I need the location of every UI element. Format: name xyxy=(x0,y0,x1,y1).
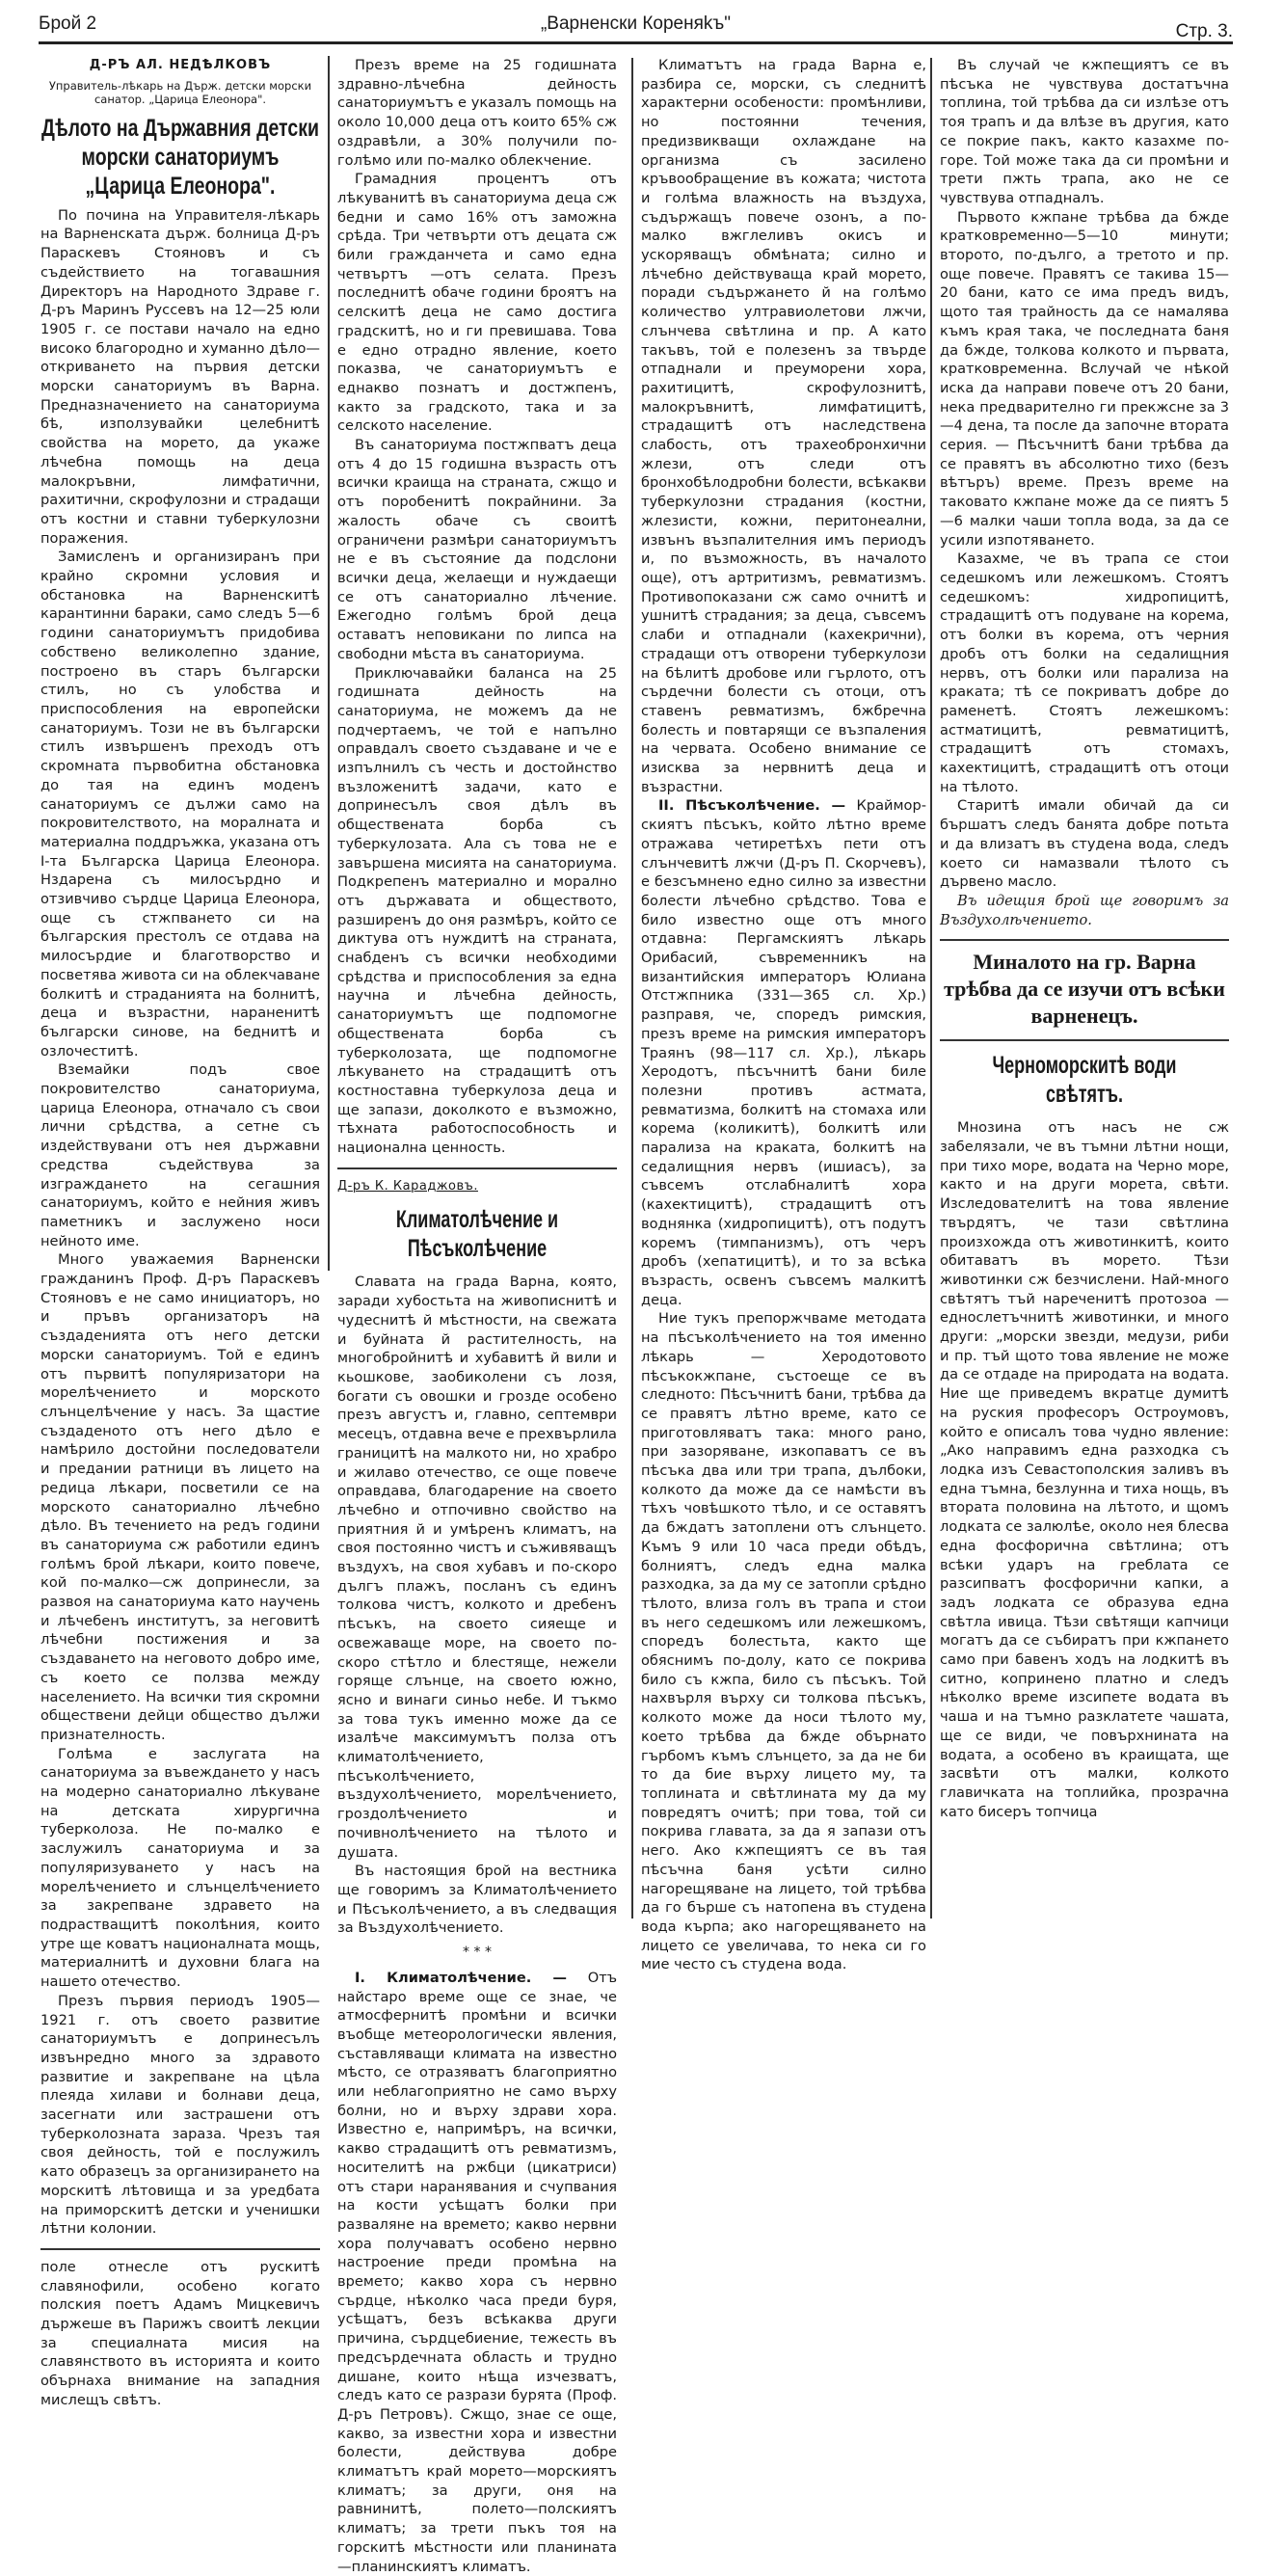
article2-note: Въ настоящия брой на вестника ще говоримъ за Климатолѣчението и Пѣсъколѣчението, а въ следващия за Въздухолѣчението. xyxy=(337,1863,617,1937)
article1-paragraph: Грамадния процентъ отъ лѣкуванитѣ въ санаториума деца сж бедни и само 16% отъ заможна срѣда. Три четвърти отъ децата сж били гражданчета и само една четвъртъ —отъ селата. Презъ последнитѣ обаче години броятъ на селскитѣ деца не само достига градскитѣ, но и ги превишава. Това е едно отрадно явление, което показва, че санаториумътъ е еднакво познатъ и достжпенъ, както за градското, така и за селското население. xyxy=(337,171,617,435)
article2-paragraph: Старитѣ имали обичай да си бършатъ следъ банята добре потьта и да влизатъ въ студена вода, следъ което си намазвали тѣлото съ дървено масло. xyxy=(940,797,1229,891)
masthead-rule xyxy=(39,41,1233,44)
issue-number: Брой 2 xyxy=(39,13,97,34)
article3-headline: Миналото на гр. Варна трѣбва да се изучи отъ всѣки варненецъ. xyxy=(944,950,1225,1029)
column-1 xyxy=(40,56,320,2410)
section2-title: II. Пѣсъколѣчение. — xyxy=(658,797,846,815)
masthead xyxy=(39,8,1233,44)
article1-headline: Дѣлото на Държавния детски морски санаториумъ „Царица Елеонора". xyxy=(41,114,319,200)
section-stars: * * * xyxy=(463,1945,492,1961)
section1-title: I. Климатолѣчение. — xyxy=(355,1969,568,1986)
section2-text: Крайморскиятъ пѣсъкъ, който лѣтно време отражава четиретѣхъ пети отъ слънчевитѣ лжчи (Д-ръ П. Скорчевъ), е безсъмнено едно силно за известни болести лѣчебно срѣдство. Това е било известно още отъ много отдавна: Пергамскиятъ лѣкарь Орибасий, съвременникъ на византийския императоръ Юлиана Отстжпника (331—365 сл. Хр.) разправя, че, споредъ римския, презъ време на римския императоръ Траянъ (98—117 сл. Хр.), лѣкарь Херодотъ, пѣсъчнитѣ бани биле полезни противъ астмата, ревматизма, болкитѣ на стомаха или корема (коликитѣ), болкитѣ или парализа на краката, болкитѣ на седалищния нервъ (ишиасъ), за съвсемъ отслабналитѣ хора (кахектицитѣ), страдащитѣ отъ воднянка (хидропицитѣ), отъ подутъ коремъ (тимпанизмъ), отъ черъ дробъ (хепатицитѣ), и то за всѣка възрасть, освенъ съвсемъ малкитѣ деца. xyxy=(641,797,926,1308)
page-number: Стр. 3. xyxy=(1175,21,1233,41)
section-rule xyxy=(940,1039,1229,1041)
newspaper-name: „Варненски Кореняkъ" xyxy=(540,13,732,34)
article2-section1 xyxy=(337,1969,617,2576)
article4-headline: Черноморскитѣ води свѣтятъ. xyxy=(992,1052,1177,1109)
section-rule xyxy=(337,1167,617,1169)
article2-paragraph: Ние тукъ препоржчваме методата на пѣсъколѣчението на тоя именно лѣкарь — Херодотовото пѣсъкокжпане, състоеще се въ следното: Пѣсъчнитѣ бани, трѣбва да се правятъ лѣтно време, като се приготовляватъ така: много рано, при зазоряване, изкопаватъ се въ пѣсъка два или три трапа, дълбоки, колкото да може да се намѣсти въ тѣхъ човѣшкото тѣло, и се оставятъ да бждатъ затоплени отъ слънцето. Къмъ 9 или 10 часа преди обѣдъ, болниятъ, следъ една малка разходка, за да му се затопли срѣдно тѣлото, влиза голъ въ трапа и стои въ него седешкомъ или лежешкомъ, споредъ болестьта, както ще обяснимъ по-долу, като се покрива било съ кжпа, било съ пѣсъкъ. Той нахвърля върху си толкова пѣсъкъ, колкото може да носи тѣлото му, което трѣбва да бжде обърнато гърбомъ къмъ слънцето, за да не би то да бие върху лицето му, та топлината и свѣтлината му да му повредятъ очитѣ; при това, той си покрива главата, за да я запази отъ него. Ако кжпещиятъ се въ тая пѣсъчна баня усѣти силно нагорещяване на лицето, той трѣбва да го бърше съ натопена въ студена вода кърпа; ако нагорещяването на лицето се увеличава, то нека си го мие често съ студена вода. xyxy=(641,1310,926,1973)
article1-paragraph: Замисленъ и организиранъ при крайно скромни условия и обстановка на Варненскитѣ карантинни бараки, само следъ 5—6 години санаториумътъ придобива собствено великолепно здание, построено въ старъ български стилъ, но съ улобства и приспособления на европейски санаториумъ. Този не въ български стилъ извършенъ преходъ отъ скромната първобитна обстановка до тая на единъ моденъ санаториумъ се дължи само на покровителството, на моралната и материална поддръжка, указана отъ I-та Българска Царица Елеонора. Нздарена съ милосърдно и отзивчиво сърдце Царица Елеонора, още съ стжпването си на българския престолъ се отдава на милосърдие и благотворство и посветява живота си на облекчаване болкитѣ и страданията на болнитѣ, деца и възрастни, нараненитѣ български синове, на беднитѣ и озлочеститѣ. xyxy=(40,549,320,1060)
article1-paragraph: По почина на Управителя-лѣкарь на Варненската държ. болница Д-ръ Параскевъ Стояновъ и съ съдействието на тогавашния Директоръ на Народното Здраве г. Д-ръ Маринъ Руссевъ на 12—25 юли 1905 г. се постави начало на едно високо благородно и хуманно дѣло—откриването на първия детски морски санаториумъ въ Варна. Предназначението на санаториума бѣ, използувайки целебнитѣ свойства на морето, да укаже лѣчебна помощь на деца малокръвни, лимфатични, рахитични, скрофулозни и страдащи отъ костни и ставни туберкулозни поражения. xyxy=(40,206,320,547)
article4-paragraph: Мнозина отъ насъ не сж забелязали, че въ тъмни лѣтни нощи, при тихо море, водата на Черно море, както и на други морета, свѣти. Изследователитѣ на това явление твърдятъ, че тази свѣтлина произхожда отъ животинкитѣ, които обитаватъ въ морето. Тѣзи животинки сж безчислени. Най-много свѣтятъ тъй нареченитѣ протозоа — еднослетъчнитѣ животинки, и много други: „морски звезди, медузи, риби и пр. тъй щото това явление не може да се отдаде на природата на водата. Ние ще приведемъ вкратце думитѣ на руския професоръ Остроумовъ, който е описалъ това чудно явление: „Ако направимъ една разходка съ лодка изъ Севастополския заливъ въ една тъмна, безлунна и тиха нощь, въ втората половина на лѣтото, и щомъ лодката се залюлѣе, около нея блесва една фосфорична свѣтлина; отъ всѣки ударъ на греблата се разсипватъ фосфорични капки, а задъ лодката се образува една свѣтла ивица. Тѣзи свѣтящи капчици могатъ да се събиратъ при кжпането само при бавенъ ходъ на лодкитѣ въ ситно, копринено платно и следъ нѣколко време изсипете водата въ чаша и на тъмно разклатете чашата, ще се види, че повърхнината на водата, а особено въ краищата, ще засвѣти отъ малки, колкото главичката на топлийка, прозрачна като бисеръ топчица xyxy=(940,1119,1229,1820)
column-divider xyxy=(930,58,932,1919)
article1-paragraph: Много уважаемия Варненски гражданинъ Проф. Д-ръ Параскевъ Стояновъ е не само инициаторъ, но и пръвъ организаторъ на създаденията отъ него детски морски санаториумъ. Той е единъ отъ първитѣ популяризатори на морелѣчението и морското слънцелѣчение у насъ. За щастие създаденото отъ него дѣло е намѣрило достойни последователи и предании ратници въ лицето на редица лѣкари, посветили се на морското санаториално лѣчебно дѣло. Въ течението на редъ години въ санаториума сж работили единъ голѣмъ брой лѣкари, които повече, кой по-малко—сж допринесли, за развоя на санаториума като научень и лѣчебенъ институтъ, за неговитѣ лѣчебни постижения и за създаването на неговото добро име, съ което се ползва между населението. На всички тия скромни обществени дейци общество дължи признателность. xyxy=(40,1251,320,1743)
article2-closing xyxy=(940,892,1229,929)
article2-paragraph: Климатътъ на града Варна е, разбира се, морски, съ следнитѣ характерни особености: промѣнливи, но постоянни течения, предизвикващи охлаждане на организма съ засилено кръвообращение въ кожата; чистота и голѣма влажность на въздуха, съдържащъ повече озонъ, а по-малко вжглеливъ окисъ и ускоряващъ обмѣната; силно и лѣчебно действуваща край морето, поради съдържането й на голѣмо количество ултравиолетови лжчи, слънчева свѣтлина и пр. А като такъвъ, той е полезенъ за твърде отпаднали и преуморени хора, рахитицитѣ, скрофулознитѣ, малокръвнитѣ, лимфатицитѣ, страдащитѣ отъ наследствена слабость, отъ трахеобронхични жлези, отъ следи отъ бронхобѣлодробни болести, всѣкакви туберкулозни страдания (костни, жлезисти, кожни, перитонеални, извънъ възпалителния имъ периодъ и, по възможность, въ началото още), отъ артритизмъ, ревматизмъ. Противопоказани сж само очнитѣ и ушнитѣ страдания; за деца, съвсемъ слаби и отпаднали (кахекрични), страдащи отъ отворени туберкулози на бѣлитѣ дробове или гърлото, отъ сърдечни болести съ отоци, отъ ставенъ ревматизмъ, бжбречна болесть и повтарящи се възпаления на червата. Особено внимание се изисква за нервнитѣ деца и възрастни. xyxy=(641,57,926,795)
article1-paragraph: Въ санаториума постжпватъ деца отъ 4 до 15 годишна възрасть отъ всички краища на страната, сжщо и отъ поробенитѣ покрайнини. За жалость обаче съ своитѣ ограничени размѣри санаториумътъ не е въ състояние да подслони всички деца, желаещи и нуждаещи се отъ санаториално лѣчение. Ежегодно голѣмъ брой деца оставатъ неповикани по липса на свободни мѣста въ санаториума. xyxy=(337,437,617,662)
article1-paragraph: Презъ първия периодъ 1905—1921 г. отъ своето развитие санаториумътъ е допринесълъ извънредно много за здравото развитие и закрепване на цѣла плеяда хилави и болнави деца, засегнати или застрашени отъ туберколозната зараза. Чрезъ тая своя дейность, той е послужилъ като образецъ за организирането на морскитѣ лѣтовища и за уредбата на приморскитѣ детски и ученишки лѣтни колонии. xyxy=(40,1992,320,2238)
column-divider xyxy=(631,58,633,1919)
article2-paragraph: Въ случай че кжпещиятъ се въ пѣсъка не чувствува достатъчна топлина, той трѣбва да си излѣзе отъ тоя трапъ и да влѣзе въ другия, като се покрие пакъ, както казахме по-горе. Той може така да си промѣни и трети пжть трапа, ако не се чувствува отпадналъ. xyxy=(940,57,1229,206)
article2-section2 xyxy=(641,796,926,1309)
article1-paragraph: Презъ време на 25 годишната здравно-лѣчебна дейность санаториумътъ е указалъ помощь на около 10,000 деца отъ които 65% сж оздравѣли, а 30% получили по-голѣмо или по-малко облекчение. xyxy=(337,57,617,169)
column-4 xyxy=(940,56,1229,1821)
article2-paragraph: Първото кжпане трѣбва да бжде кратковременно—5—10 минути; второто, по-дълго, а третото и пр. още повече. Правятъ се такива 15—20 бани, като се има предъ видъ, щото тая трайность да се намалява къмъ края така, че последната баня да бжде, толкова колкото и първата, кратковременна. Вслучай че нѣкой иска да направи повече отъ 20 бани, нека предварително ги прекжсне за 3—4 дена, та после да започне втората серия. — Пѣсъчнитѣ бани трѣбва да се правятъ въ абсолютно тихо (безъ вѣтъръ) време. Презъ време на таковато кжпане може да се пиятъ 5—6 малки чаши топла вода, за да се усили изпотяването. xyxy=(940,208,1229,549)
section-rule xyxy=(40,2248,320,2250)
article1-paragraph: Вземайки подъ свое покровителство санаториума, царица Елеонора, отначало съ свои лични срѣдства, а сетне съ издействувани отъ нея държавни средства съдействува за изграждането на сегашния санаториумъ, който е нейния живъ паметникъ и заслужено носи нейното име. xyxy=(40,1061,320,1249)
article1-author-title: Управитель-лѣкарь на Държ. детски морски санатор. „Царица Елеонора". xyxy=(48,78,312,106)
article1-paragraph: Голѣма е заслугата на санаториума за въвеждането у насъ на модерно санаториално лѣкуване на детската хирургична туберколоза. Не по-малко е заслужилъ санаториума и за популяризуването у насъ на морелѣчението и слънцелѣчението за закрепване здравето на подрастващитѣ поколѣния, които утре ще коватъ националната мощь, материалнитѣ и духовни блага на нашето отечество. xyxy=(40,1745,320,1991)
article1-author: Д-РЪ АЛ. НЕДѢЛКОВЪ xyxy=(89,58,272,72)
article2-paragraph: Казахме, че въ трапа се стои седешкомъ или лежешкомъ. Стоятъ седешкомъ: хидропицитѣ, страдащитѣ отъ подуване на корема, отъ болки въ корема, отъ черния дробъ отъ болки на седалищния нервъ, отъ болки или парализа на краката; тѣ се покриватъ добре до раменетѣ. Стоятъ лежешкомъ: астматицитѣ, ревматицитѣ, страдащитѣ отъ стомахъ, кахектицитѣ, страдащитѣ отъ отоци на тѣлото. xyxy=(940,550,1229,795)
closing-text: Въ идещия брой ще говоримъ за Въздухолѣчението. xyxy=(940,892,1229,928)
column-divider xyxy=(328,56,330,1271)
article-tail-paragraph: поле отнесле отъ рускитѣ славянофили, особено когато полския поетъ Адамъ Мицкевичъ държеше въ Парижъ своитѣ лекции за специалната мисия на славянството въ историята и които обърнаха внимание на западния мислещъ свѣтъ. xyxy=(40,2258,320,2408)
section-rule xyxy=(940,939,1229,941)
column-2 xyxy=(337,56,617,2576)
article2-author: Д-ръ К. Караджовъ. xyxy=(337,1178,478,1194)
section1-text: Отъ найстаро време още се знае, че атмосфернитѣ промѣни и всички въобще метеорологически явления, съставляващи климата на известно мѣсто, се отразяватъ благоприятно или неблагоприятно не само върху болни, но и върху здрави хора. Известно е, напримѣръ, на всички, какво страдащитѣ отъ ревматизмъ, носителитѣ на ржбци (цикатриси) отъ стари наранявания и счупвания на кости усѣщатъ болки при разваляне на времето; какво нервни хора получаватъ особено нервно настроение преди промѣна на времето; какво хора съ нервно сърдце, нѣколко часа преди буря, усѣщатъ, безъ всѣкаква други причина, сърдцебиение, тежесть въ предсърдечната область и трудно дишане, които нѣща изчезватъ, следъ като се разрази бурята (Проф. Д-ръ Петровъ). Сжщо, знае се още, какво, за известни хора и известни болести, действува добре климатътъ край морето—морскиятъ климатъ; за други, оня на равнинитѣ, полето—полскиятъ климатъ; за трети пъкъ тоя на горскитѣ мѣстности или планината—планинскиятъ климатъ. xyxy=(337,1969,618,2575)
column-3 xyxy=(641,56,926,1974)
article1-paragraph: Приключавайки баланса на 25 годишната дейность на санаториума, не можемъ да не подчертаемъ, че той е напълно оправдалъ своето създаване и че е изпълнилъ съ честь и достойнство възложенитѣ задачи, като е допринесълъ своя дѣлъ въ обществената борба съ туберкулозата. Ала съ това не е завършена мисията на санаториума. Подкрепенъ материално и морално отъ държавата и обществото, разширенъ до оня размѣръ, който се диктува отъ нуждитѣ на страната, снабденъ съ всички необходими срѣдства и приспособления за една научна и лѣчебна дейность, санаториумътъ ще подпомогне обществената борба съ туберколозата, ще подпомогне лѣкуването на страдащитѣ отъ костноставна туберкулоза деца и ще запази, доколкото е възможно, тѣхната работоспособность и национална ценность. xyxy=(337,664,617,1157)
article2-headline: Климатолѣчение и Пѣсъколѣчение xyxy=(395,1206,559,1263)
article2-intro: Славата на града Варна, която, заради хубостьта на живописнитѣ и чудеснитѣ й мѣстности, на свежата и буйната й растителность, на многобройнитѣ и хубавитѣ й вили и кьошкове, заобиколени съ лозя, богати съ овошки и грозде особено презъ августъ и, главно, септември месецъ, отдавна вече е прехвърлила границитѣ на малкото ни, но храбро и жилаво отечество, се още повече оправдава, благодарение на своето лѣчебно и отпочивно свойство на приятния й и умѣренъ климатъ, на своя постоянно чистъ и съживяващъ въздухъ, на своя хубавъ и по-скоро дългъ плажъ, посланъ съ единъ толкова чистъ, колкото и дребенъ пѣсъкъ, на своето сияеще и освежаваще море, на своето по-скоро стѣтло и блестяще, нежели горяще слънце, на своето южно, ясно и винаги синьо небе. И тъкмо за това тукъ именно може да се изалѣче максимумътъ полза отъ климатолѣчението, пѣсъколѣчението, въздухолѣчението, морелѣчението, гроздолѣчението и почивнолѣчението на тѣлото и душата. xyxy=(337,1274,617,1861)
